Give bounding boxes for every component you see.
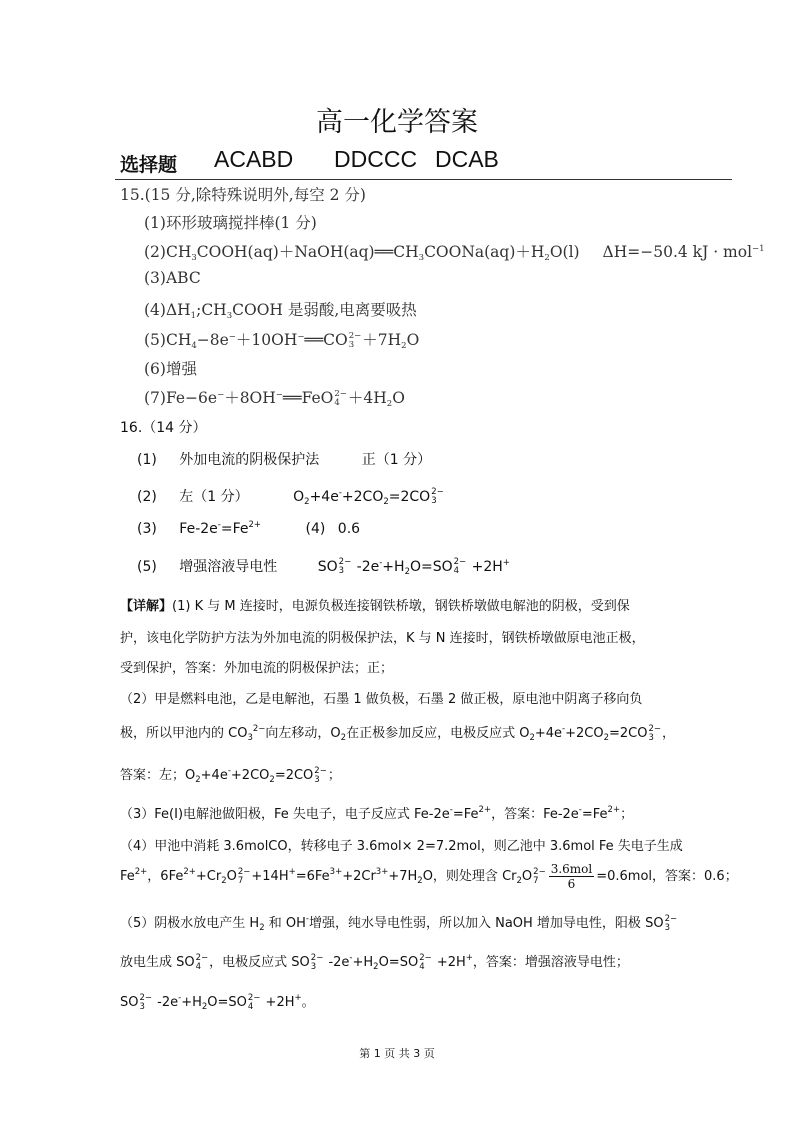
q16-r1-ans: 正（1 分） — [361, 452, 432, 468]
q16-row-5 — [137, 556, 510, 576]
d-p5-minus: - — [305, 914, 309, 924]
q16-r5-charge2: 2− — [453, 557, 467, 567]
q16-r2-eq-a: O — [293, 489, 305, 505]
q15-answer-1: (1)环形玻璃搅拌棒(1 分) — [144, 214, 317, 232]
q16-r4-num: (4) — [305, 521, 326, 537]
d-p4-plus: + — [288, 867, 296, 877]
q15-a5-mid1: −8e — [196, 331, 229, 349]
q15-a5-sup-minus2: − — [297, 332, 305, 342]
detail-p2-line-2 — [120, 722, 675, 743]
q15-a2-exp: −1 — [752, 244, 765, 254]
q16-r5-stack1 — [339, 558, 352, 576]
d-p4-stack1-sub: 7 — [237, 875, 244, 886]
page-title: 高一化学答案 — [316, 107, 478, 138]
q16-r1-text: 外加电流的阴极保护法 — [179, 452, 320, 468]
q16-r5-eq-e: +2H — [467, 559, 503, 575]
q16-r2-eq-d: =2CO — [388, 489, 431, 505]
q15-heading: 15.(15 分,除特殊说明外,每空 2 分) — [120, 186, 366, 204]
d-p2-a: 极，所以甲池内的 CO — [120, 726, 248, 741]
choice-group-2: DDCCC — [334, 146, 418, 172]
q16-r5-sub4: 4 — [453, 566, 460, 576]
q15-a2-prefix: (2)CH — [144, 243, 192, 261]
d-p5l2-c: ，答案：增强溶液导电性； — [472, 955, 629, 970]
d-p4-h: +7H — [388, 869, 418, 884]
d-p4-frac-num: 3.6mol — [550, 862, 593, 876]
d-p3-c: ，答案：Fe-2e — [491, 807, 579, 822]
d-p2-sub2c: 2 — [603, 733, 610, 743]
q16-r5-stack2 — [454, 558, 467, 576]
q15-a7-sup-minus2: − — [275, 390, 283, 400]
detail-p5-line-1 — [120, 912, 678, 933]
d-p2-g: ， — [662, 726, 676, 741]
header-divider — [115, 179, 732, 180]
page-footer: 第 1 页 共 3 页 — [359, 1047, 435, 1060]
d-p2-c: 在正极参加反应，电极反应式 O — [346, 726, 530, 741]
q15-a7-tail: ＋4H — [347, 389, 387, 407]
q15-answer-2 — [144, 240, 765, 262]
q15-a2-mid1: COOH(aq)＋NaOH(aq)══CH — [196, 243, 419, 261]
q15-answer-7 — [144, 386, 405, 408]
d-p2-d: +4e — [534, 726, 563, 741]
d-p4-g: +2Cr — [342, 869, 376, 884]
d-p5l2-a: 放电生成 SO — [120, 955, 195, 970]
detail-p2-line-1: （2）甲是燃料电池，乙是电解池，石墨 1 做负极，石墨 2 做正极，原电池中阴离子移向负 — [120, 692, 643, 707]
q15-a7-end: O — [392, 389, 405, 407]
choice-group-3: DCAB — [435, 146, 499, 172]
d-p3-d: =Fe — [581, 807, 608, 822]
d-p5l2-s3s: 4 — [419, 961, 425, 972]
q15-a5-tail: ＋7H — [362, 331, 402, 349]
q16-r2-eq — [293, 489, 445, 505]
d-p2l3-b: +4e — [200, 768, 228, 783]
d-p4-sub2c: 2 — [516, 876, 522, 886]
q15-a5-prefix: (5)CH — [144, 331, 192, 349]
d-p4-sub2b: 2 — [417, 876, 423, 886]
detail-p5-line-3 — [120, 991, 315, 1012]
q15-a5-stack — [349, 332, 362, 350]
d-p5l2-s2s: 3 — [310, 961, 317, 972]
q16-row-1 — [137, 449, 431, 469]
d-p5l3-stack2 — [248, 994, 261, 1012]
q16-r4-val: 0.6 — [337, 521, 361, 537]
q16-r2-eq-c: +2CO — [341, 489, 384, 505]
detail-line-1 — [120, 595, 630, 614]
d-p5-stack-sub: 3 — [664, 922, 670, 933]
q15-a7-mid2: ══FeO — [282, 389, 334, 407]
d-p4-c3a: 3+ — [329, 867, 343, 877]
d-p2l3-sub2b: 2 — [269, 775, 275, 785]
q15-a7-prefix: (7)Fe−6e — [144, 389, 218, 407]
q16-r5-sub2: 2 — [404, 567, 410, 577]
q15-answer-4 — [144, 298, 417, 320]
d-p5l2-o: O=SO — [378, 955, 419, 970]
d-p4-c1: 2+ — [134, 867, 148, 877]
q16-r3-sup-minus: - — [217, 520, 221, 530]
q16-r2-num: (2) — [137, 489, 157, 505]
d-p3-b: =Fe — [452, 807, 479, 822]
d-p4-c2: 2+ — [183, 867, 196, 877]
detail-p3 — [120, 803, 633, 822]
q15-a5-sub3: 3 — [348, 340, 355, 350]
d-p3-charge1: 2+ — [478, 805, 492, 815]
q16-r5-eq — [318, 559, 510, 575]
d-p5l2-b: ，电极反应式 SO — [209, 955, 310, 970]
d-p5l3-s2c: 2− — [247, 992, 261, 1003]
q16-r2-sup-minus: - — [338, 488, 342, 498]
q15-a4-prefix: (4)ΔH — [144, 301, 191, 319]
choice-group-1: ACABD — [214, 146, 294, 172]
choice-label: 选择题 — [120, 154, 178, 176]
d-p5l2-sub2: 2 — [373, 962, 379, 972]
d-p2-minus: - — [562, 724, 566, 734]
d-p5l3-minus: - — [178, 993, 182, 1003]
q16-r5-sub3: 3 — [338, 566, 345, 576]
d-p5l2-h: +H — [352, 955, 374, 970]
d-p5-stack — [665, 915, 678, 933]
q15-a5-charge: 2− — [348, 331, 362, 341]
d-p4-i: O，则处理含 Cr — [422, 869, 517, 884]
q15-a2-sub3b: 3 — [418, 253, 425, 263]
q16-r5-sup-plus: + — [502, 558, 510, 568]
d-p5-c: 增强，纯水导电性弱，所以加入 NaOH 增加导电性，阳极 SO — [308, 916, 664, 931]
d-p3-minus2: - — [578, 805, 582, 815]
d-p4-stack1-charge: 2− — [237, 866, 251, 877]
d-p3-a: （3）Fe(Ⅰ)电解池做阳极，Fe 失电子，电子反应式 Fe-2e — [120, 807, 450, 822]
q15-a7-charge: 2− — [334, 389, 347, 399]
d-p4-frac-den: 6 — [567, 877, 576, 891]
d-p2l3-charge: 2− — [314, 765, 327, 776]
d-p4-stack1 — [238, 868, 251, 886]
d-p2-f: =2CO — [609, 726, 648, 741]
q15-a7-stack — [334, 390, 347, 408]
q15-a2-mid2: COONa(aq)＋H — [424, 243, 545, 261]
q15-a5-mid2: ＋10OH — [235, 331, 298, 349]
q15-answer-5 — [144, 328, 419, 350]
detail-p4-line-1: （4）甲池中消耗 3.6molCO，转移电子 3.6mol× 2=7.2mol，则乙池中 3.6mol Fe 失电子生成 — [120, 839, 683, 854]
d-p4-d: O — [226, 869, 237, 884]
d-p4-c: +Cr — [195, 869, 222, 884]
q16-r5-eq-a: SO — [317, 559, 338, 575]
q15-answer-3: (3)ABC — [144, 269, 201, 287]
d-p3-minus1: - — [449, 805, 453, 815]
q15-a7-sup-minus1: − — [217, 390, 225, 400]
q16-r5-num: (5) — [137, 559, 157, 575]
d-p2l3-stack — [314, 767, 327, 785]
d-p4-k: =0.6mol，答案：0.6； — [596, 869, 738, 884]
d-p2-stack — [649, 725, 662, 743]
detail-p4-line-2 — [120, 862, 738, 891]
q15-a7-sub4: 4 — [334, 398, 340, 408]
q16-heading: 16.（14 分） — [120, 420, 207, 436]
q15-a4-rest: ;CH — [196, 301, 227, 319]
q15-a5-sub4: 4 — [191, 341, 197, 351]
d-p5l2-mid: -2e — [324, 955, 350, 970]
q16-r2-eq-b: +4e — [309, 489, 339, 505]
d-p5-b: 和 OH — [264, 916, 306, 931]
q16-r2-sub2b: 2 — [383, 497, 389, 507]
d-p2-charge: 2− — [252, 724, 266, 734]
d-p5l3-s1c: 2− — [139, 992, 153, 1003]
d-p2l3-minus: - — [227, 766, 231, 776]
d-p2-sub2b: 2 — [529, 733, 535, 743]
d-p5l3-mid: -2e — [153, 995, 179, 1010]
d-p5l3-tail: +2H — [261, 995, 295, 1010]
d-p4-e: +14H — [251, 869, 289, 884]
d-p4-a: Fe — [120, 869, 135, 884]
q15-a2-enthalpy: ΔH=−50.4 kJ · mol — [602, 243, 753, 261]
q16-r5-charge1: 2− — [338, 557, 352, 567]
d-p5l3-s2s: 4 — [247, 1001, 254, 1012]
d-p4-stack2-charge: 2− — [533, 866, 546, 877]
q16-r2-stack — [431, 488, 444, 506]
q16-r3-eq — [179, 521, 261, 537]
detail-p1-l1: (1) K 与 M 连接时，电源负极连接钢铁桥墩，钢铁桥墩做电解池的阴极，受到保 — [172, 599, 630, 614]
q16-r5-eq-c: +H — [382, 559, 405, 575]
d-p2l3-sub2a: 2 — [195, 775, 201, 785]
d-p2-stack-charge: 2− — [648, 723, 662, 734]
d-p4-stack2-sub: 7 — [533, 875, 539, 886]
q15-a2-sub3a: 3 — [191, 253, 197, 263]
q16-r2-sub2a: 2 — [304, 497, 310, 507]
q16-r1-num: (1) — [137, 452, 157, 468]
d-p5-a: （5）阴极水放电产生 H — [120, 916, 260, 931]
q15-a4-sub3: 3 — [226, 311, 233, 321]
q15-a7-sub2: 2 — [386, 399, 393, 409]
q15-answer-6: (6)增强 — [144, 360, 197, 378]
d-p4-fraction — [549, 862, 595, 891]
q16-r5-text: 增强溶液导电性 — [179, 559, 278, 575]
d-p2l3-sub3: 3 — [314, 774, 320, 785]
d-p2l3-d: =2CO — [274, 768, 314, 783]
d-p3-end: ； — [620, 807, 634, 822]
d-p5-sub2: 2 — [259, 923, 265, 933]
d-p5l3-so: SO — [120, 995, 139, 1010]
q15-a5-end: O — [406, 331, 420, 349]
q15-a4-sub: 1 — [190, 311, 197, 321]
q15-a7-mid: ＋8OH — [224, 389, 276, 407]
d-p4-j: O — [521, 869, 533, 884]
q16-row-3 — [137, 521, 360, 537]
d-p5-stack-charge: 2− — [664, 913, 678, 924]
q16-r2-charge: 2− — [431, 487, 444, 497]
q16-row-2 — [137, 486, 445, 506]
q15-a5-mid3: ══CO — [304, 331, 348, 349]
d-p5l2-s1c: 2− — [195, 952, 209, 963]
q16-r2-text: 左（1 分） — [179, 489, 249, 505]
q16-r3-charge: 2+ — [248, 520, 262, 530]
d-p5l3-stack1 — [139, 994, 152, 1012]
detail-line-2: 护，该电化学防护方法为外加电流的阴极保护法，K 与 N 连接时，钢铁桥墩做原电池正极， — [120, 631, 645, 646]
d-p5l2-plus: + — [465, 953, 473, 963]
d-p5l2-minus: - — [349, 953, 353, 963]
d-p5l2-stack1 — [196, 954, 209, 972]
d-p5l3-end: 。 — [301, 995, 315, 1010]
d-p4-c3b: 3+ — [375, 867, 389, 877]
q16-r3-num: (3) — [137, 521, 157, 537]
detail-p5-line-2 — [120, 951, 629, 972]
d-p2l3-end: ； — [327, 768, 341, 783]
d-p2l3-a: 答案：左；O — [120, 768, 196, 783]
q15-a2-mid3: O(l) — [549, 243, 580, 261]
d-p2-sub3: 3 — [247, 733, 253, 743]
d-p5l3-plus: + — [294, 993, 302, 1003]
q16-r3-b: =Fe — [220, 521, 249, 537]
d-p5l2-tail: +2H — [432, 955, 466, 970]
d-p5l2-stack2 — [311, 954, 324, 972]
d-p5l2-s2c: 2− — [310, 952, 324, 963]
d-p2-e: +2CO — [565, 726, 604, 741]
d-p5l2-s1s: 4 — [195, 961, 202, 972]
q15-a2-sub2: 2 — [544, 253, 550, 263]
q16-r5-eq-d: O=SO — [409, 559, 453, 575]
d-p5l2-s3c: 2− — [419, 952, 432, 963]
d-p5l3-s1s: 3 — [139, 1001, 145, 1012]
q15-a5-sub2: 2 — [401, 341, 407, 351]
d-p2l3-c: +2CO — [230, 768, 270, 783]
q16-r5-eq-b: -2e — [352, 559, 380, 575]
d-p2-b: 向左移动，O — [265, 726, 341, 741]
d-p5l3-o: O=SO — [207, 995, 247, 1010]
d-p3-charge2: 2+ — [607, 805, 621, 815]
d-p5l2-stack3 — [419, 954, 432, 972]
d-p4-b: ，6Fe — [147, 869, 184, 884]
q16-r2-sub3: 3 — [431, 496, 437, 506]
d-p2-stack-sub: 3 — [648, 732, 654, 743]
d-p4-sub2: 2 — [221, 876, 227, 886]
d-p4-f: =6Fe — [295, 869, 330, 884]
detail-p2-line-3 — [120, 764, 341, 785]
d-p2-sub2a: 2 — [340, 733, 347, 743]
detail-line-3: 受到保护，答案：外加电流的阴极保护法；正； — [120, 661, 394, 676]
detail-tag: 【详解】 — [120, 599, 173, 614]
q15-a4-tail: COOH 是弱酸,电离要吸热 — [232, 301, 417, 319]
d-p4-stack2 — [533, 868, 546, 886]
q16-r3-a: Fe-2e — [179, 521, 218, 537]
q15-a5-sup-minus1: − — [228, 332, 236, 342]
d-p5l3-h: +H — [181, 995, 202, 1010]
d-p5l3-sub2: 2 — [201, 1002, 208, 1012]
q16-r5-sup-minus: - — [379, 558, 383, 568]
